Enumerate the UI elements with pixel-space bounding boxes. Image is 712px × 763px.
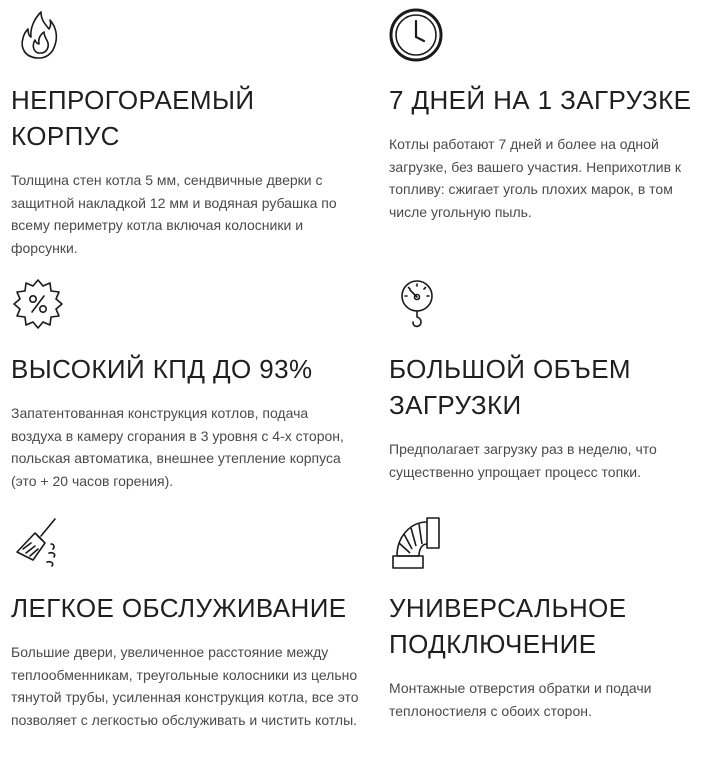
- feature-title: НЕПРОГОРАЕМЫЙ КОРПУС: [11, 85, 255, 151]
- feature-description: Запатентованная конструкция котлов, подача воздуха в камеру сгорания в 3 уровня с 4-х сторон, польская автоматика, внешнее утепление корпуса (это + 20 часов горения).: [11, 405, 344, 489]
- hook-scale-icon: [389, 277, 445, 333]
- clock-icon: [389, 8, 445, 64]
- elbow-pipe-icon: [389, 516, 445, 572]
- flame-icon: [11, 8, 67, 64]
- feature-title: ВЫСОКИЙ КПД ДО 93%: [11, 354, 313, 384]
- feature-title: УНИВЕРСАЛЬНОЕ ПОДКЛЮЧЕНИЕ: [389, 593, 627, 659]
- feature-seven-days: [389, 8, 709, 223]
- feature-large-load: [389, 277, 709, 483]
- feature-description: Предполагает загрузку раз в неделю, что существенно упрощает процесс топки.: [389, 441, 657, 480]
- feature-description: Большие двери, увеличенное расстояние между теплообменникам, треугольные колосники из цельно тянутой трубы, усиленная конструкция котла, все это позволяет с легкостью обслуживать и чистить котлы.: [11, 644, 359, 728]
- feature-description: Толщина стен котла 5 мм, сендвичные дверки с защитной накладкой 12 мм и водяная рубашка по всему периметру котла включая колосники и форсунки.: [11, 172, 337, 256]
- broom-icon: [11, 516, 67, 572]
- feature-title: БОЛЬШОЙ ОБЪЕМ ЗАГРУЗКИ: [389, 354, 631, 420]
- feature-easy-maintenance: [11, 516, 359, 731]
- feature-title: ЛЕГКОЕ ОБСЛУЖИВАНИЕ: [11, 593, 347, 623]
- feature-high-efficiency: [11, 277, 359, 492]
- feature-description: Котлы работают 7 дней и более на одной загрузке, без вашего участия. Неприхотлив к топливу: сжигает уголь плохих марок, в том числе угольную пыль.: [389, 136, 682, 220]
- feature-title: 7 ДНЕЙ НА 1 ЗАГРУЗКЕ: [389, 85, 692, 115]
- percent-badge-icon: [11, 277, 67, 333]
- feature-description: Монтажные отверстия обратки и подачи теплоностиеля с обоих сторон.: [389, 680, 652, 719]
- feature-universal-connection: [389, 516, 709, 722]
- feature-fireproof-body: [11, 8, 359, 259]
